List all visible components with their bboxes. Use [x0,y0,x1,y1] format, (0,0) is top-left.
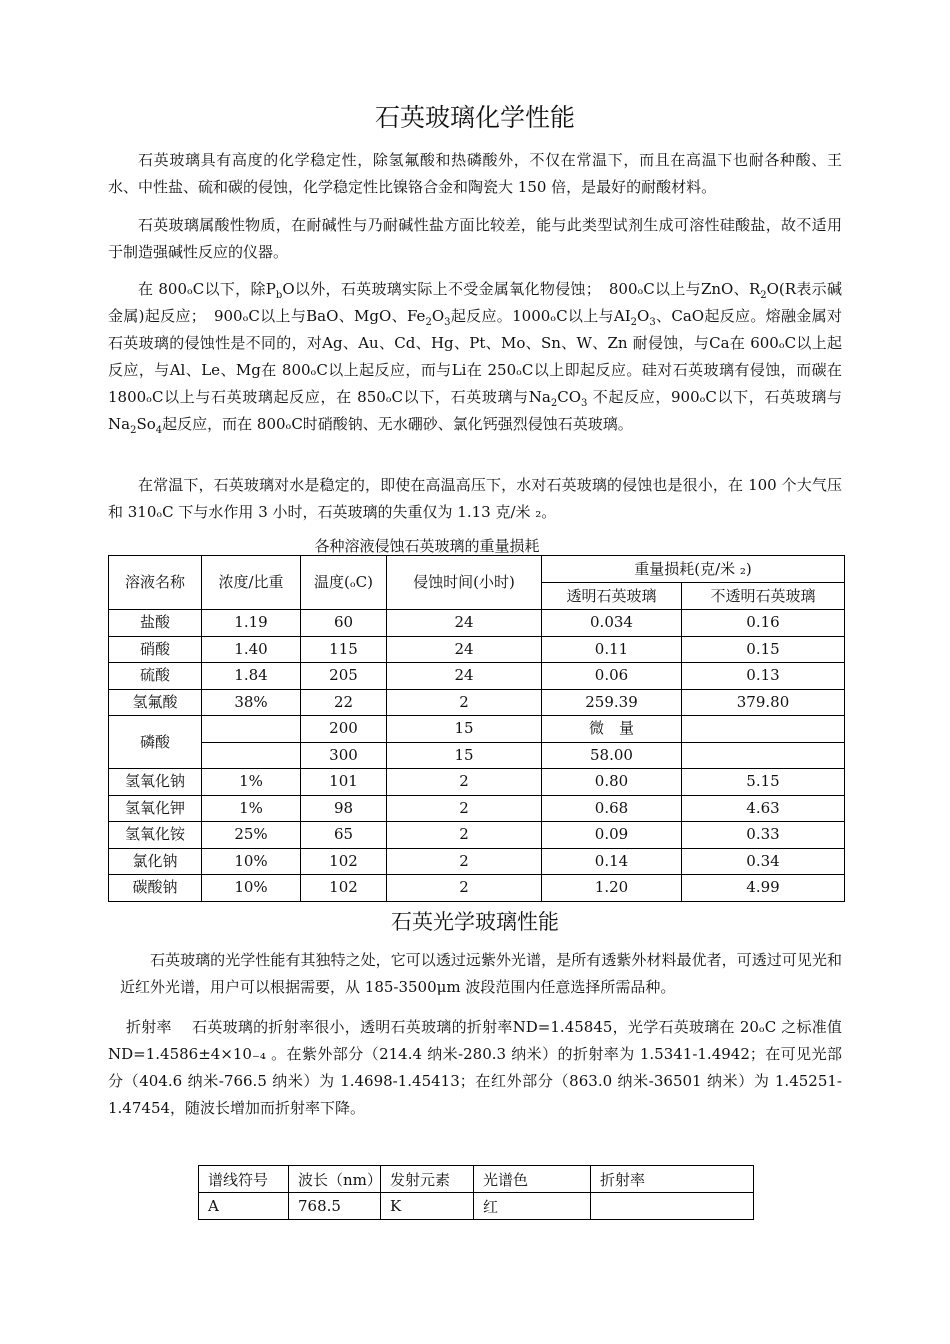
corrosion-table [108,555,845,902]
table-cell: 25% [202,822,301,849]
table-cell: 0.11 [542,636,682,663]
table-cell: 15 [387,742,542,769]
table-cell: 300 [301,742,387,769]
table-cell: 氢氧化钠 [109,769,202,796]
table-cell: 24 [387,610,542,637]
paragraph-water-stability: 在常温下，石英玻璃对水是稳定的，即使在高温高压下，水对石英玻璃的侵蚀也是很小，在 100 个大气压和 310ₒC 下与水作用 3 小时，石英玻璃的失重仅为 1.13 克/米 ₂。 [108,476,842,521]
table-cell: 盐酸 [109,610,202,637]
table-header-cell: 折射率 [591,1166,754,1193]
table-header-cell: 发射元素 [381,1166,474,1193]
paragraph-alkali-resistance: 石英玻璃属酸性物质，在耐碱性与乃耐碱性盐方面比较差，能与此类型试剂生成可溶性硅酸盐，故不适用于制造强碱性反应的仪器。 [108,216,842,261]
table-cell: 0.09 [542,822,682,849]
table-cell: 0.034 [542,610,682,637]
table-cell: 38% [202,689,301,716]
table-cell [202,716,301,743]
table-cell: 2 [387,769,542,796]
table-cell: 10% [202,848,301,875]
table-cell: 58.00 [542,742,682,769]
table-cell: A [199,1193,289,1220]
table-cell: 氢氧化钾 [109,795,202,822]
table-cell: 0.13 [682,663,845,690]
table-cell: 259.39 [542,689,682,716]
page-title: 石英玻璃化学性能 [374,103,575,132]
table-header-cell: 光谱色 [474,1166,591,1193]
table-cell [682,742,845,769]
table-cell: 硫酸 [109,663,202,690]
table-cell: K [381,1193,474,1220]
table-cell: 1% [202,795,301,822]
table-cell: 2 [387,689,542,716]
paragraph-refractive-index: 折射率 石英玻璃的折射率很小，透明石英玻璃的折射率ND=1.45845，光学石英玻璃在 20ₒC 之标准值ND=1.4586±4×10₋₄ 。在紫外部分（214.4 纳米-280.3 纳米）的折射率为 1.5341-1.4942；在可见光部分（404.6 纳米-766.5 纳米）为 1.4698-1.45413；在红外部分（863.0 纳米-36501 纳米）为 1.45251-1.47454，随波长增加而折射率下降。 [108,1018,842,1117]
table-cell [202,742,301,769]
table-row [109,716,845,743]
table-row [109,663,845,690]
table-cell: 0.33 [682,822,845,849]
table-cell: 0.06 [542,663,682,690]
table-cell: 5.15 [682,769,845,796]
table-caption: 各种溶液侵蚀石英玻璃的重量损耗 [314,537,540,555]
table-cell: 1% [202,769,301,796]
table-cell: 98 [301,795,387,822]
table-cell: 0.15 [682,636,845,663]
table-cell: 22 [301,689,387,716]
table-cell: 101 [301,769,387,796]
table-cell: 24 [387,636,542,663]
table-row [199,1193,754,1220]
table-cell: 4.99 [682,875,845,902]
table-cell: 红 [474,1193,591,1220]
table-row [109,769,845,796]
table-cell: 0.16 [682,610,845,637]
table-row [109,848,845,875]
table-cell: 硝酸 [109,636,202,663]
header-temperature: 温度(ₒC) [301,556,387,610]
table-cell: 2 [387,848,542,875]
table-row [109,822,845,849]
table-cell: 0.34 [682,848,845,875]
table-cell: 氢氟酸 [109,689,202,716]
header-opaque: 不透明石英玻璃 [682,583,845,610]
table-cell: 0.68 [542,795,682,822]
table-cell: 115 [301,636,387,663]
table-cell: 379.80 [682,689,845,716]
section-title-optical: 石英光学玻璃性能 [391,910,559,934]
table-cell: 0.14 [542,848,682,875]
header-time: 侵蚀时间(小时) [387,556,542,610]
table-row [109,689,845,716]
table-cell: 1.84 [202,663,301,690]
table-cell: 24 [387,663,542,690]
table-cell: 氯化钠 [109,848,202,875]
table-cell: 2 [387,795,542,822]
table-cell: 2 [387,875,542,902]
table-cell: 102 [301,848,387,875]
table-cell: 1.19 [202,610,301,637]
table-cell: 1.20 [542,875,682,902]
table-cell: 102 [301,875,387,902]
table-cell: 4.63 [682,795,845,822]
table-cell: 碳酸钠 [109,875,202,902]
table-cell: 65 [301,822,387,849]
table-cell: 15 [387,716,542,743]
table-cell: 768.5 [289,1193,381,1220]
header-transparent: 透明石英玻璃 [542,583,682,610]
table-cell: 1.40 [202,636,301,663]
paragraph-optical: 石英玻璃的光学性能有其独特之处，它可以透过远紫外光谱，是所有透紫外材料最优者，可透过可见光和近红外光谱，用户可以根据需要，从 185-3500μm 波段范围内任意选择所需品种。 [120,951,842,996]
paragraph-metal-oxides: 在 800ₒC以下，除$P_bO$以外，石英玻璃实际上不受金属氧化物侵蚀； 800ₒC以上与ZnO、$R_2O(R$表示碱金属)起反应； 900ₒC以上与BaO、MgO、$Fe_2O_3$起反应。1000ₒC以上与$AI_2O_3$、CaO起反应。熔融金属对石英玻璃的侵蚀性是不同的，对Ag、Au、Cd、Hg、Pt、Mo、Sn、W、Zn 耐侵蚀，与Ca在 600ₒC以上起反应，与Al、Le、Mg在 800ₒC以上起反应，而与Li在 250ₒC以上即起反应。硅对石英玻璃有侵蚀，而碳在 1800ₒC以上与石英玻璃起反应，在 850ₒC以下，石英玻璃与$Na_2CO_3$ 不起反应，900ₒC以下，石英玻璃与$Na_2So_4$起反应，而在 800ₒC时硝酸钠、无水硼砂、氯化钙强烈侵蚀石英玻璃。 [108,280,842,436]
table-cell: 0.80 [542,769,682,796]
table-cell: 205 [301,663,387,690]
table-cell: 微 量 [542,716,682,743]
spectral-lines-table [198,1165,754,1220]
table-cell [591,1193,754,1220]
paragraph-chemical-stability: 石英玻璃具有高度的化学稳定性，除氢氟酸和热磷酸外，不仅在常温下，而且在高温下也耐各种酸、王水、中性盐、硫和碳的侵蚀，化学稳定性比镍铬合金和陶瓷大 150 倍，是最好的耐酸材料。 [108,151,842,196]
table-cell: 氢氧化铵 [109,822,202,849]
table-cell: 60 [301,610,387,637]
table-row [109,636,845,663]
header-solution: 溶液名称 [109,556,202,610]
table-cell: 磷酸 [109,716,202,769]
table-header-cell: 谱线符号 [199,1166,289,1193]
table-row [109,742,845,769]
table-cell [682,716,845,743]
table-cell: 200 [301,716,387,743]
table-cell: 10% [202,875,301,902]
table-header-cell: 波长（nm） [289,1166,381,1193]
table-row [109,875,845,902]
table-row [109,795,845,822]
header-weight-loss: 重量损耗(克/米 ₂) [542,556,845,583]
table-cell: 2 [387,822,542,849]
header-concentration: 浓度/比重 [202,556,301,610]
table-row [109,610,845,637]
